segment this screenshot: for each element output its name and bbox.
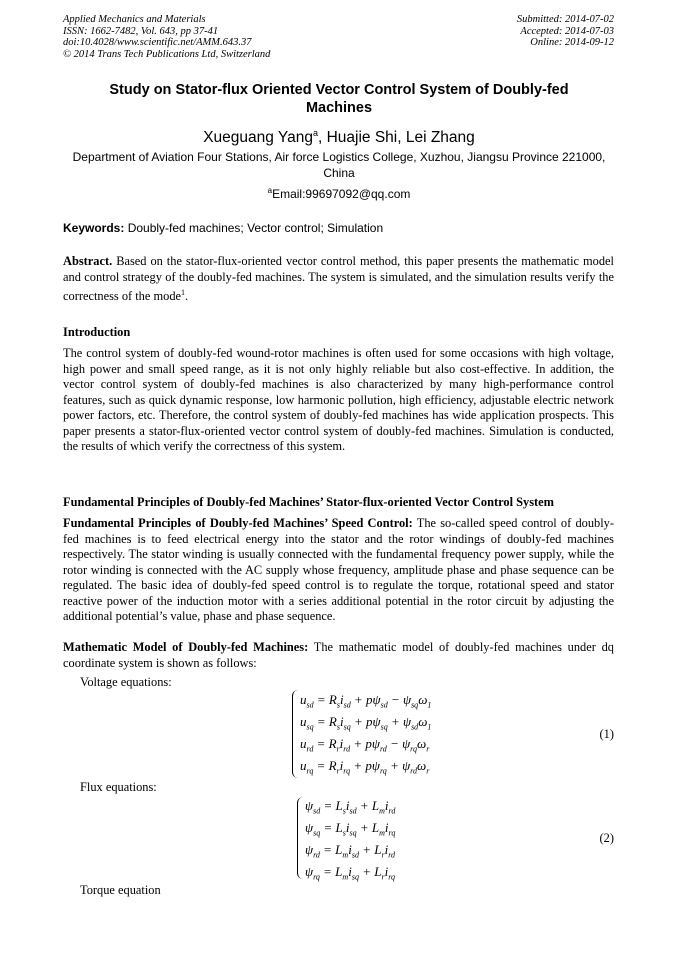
- email: [60, 183, 618, 202]
- flux-eq-psisq: $\psi_{sq} = L_si_{sq} + L_mi_{rq}$: [305, 820, 396, 838]
- abstract-sup: 1: [181, 288, 186, 297]
- journal-copyright: © 2014 Trans Tech Publications Ltd, Switzerland: [63, 48, 271, 60]
- abstract-label: Abstract.: [63, 254, 113, 268]
- model-label: Mathematic Model of Doubly-fed Machines:: [63, 640, 309, 654]
- model-text: The mathematic model of doubly-fed machines under dq coordinate system is shown as follows:: [63, 640, 615, 670]
- flux-eq-psirq: $\psi_{rq} = L_mi_{sq} + L_ri_{rq}$: [305, 864, 396, 882]
- accepted-date: Accepted: 2014-07-03: [520, 25, 614, 37]
- keywords: [63, 221, 383, 235]
- speed-control-label: Fundamental Principles of Doubly-fed Machines’ Speed Control:: [63, 516, 413, 530]
- submission-dates: [517, 14, 614, 49]
- torque-label: Torque equation: [80, 883, 161, 897]
- email-link[interactable]: Email:99697092@qq.com: [272, 187, 411, 201]
- keywords-label: Keywords:: [63, 221, 125, 235]
- voltage-eq-urd: $u_{rd} = R_ri_{rd} + p\psi_{rd} - \psi_{rq}\omega_r$: [300, 736, 430, 754]
- affiliation: Department of Aviation Four Stations, Air force Logistics College, Xuzhou, Jiangsu Province 221000, China: [72, 150, 606, 180]
- voltage-equations: [300, 689, 431, 777]
- paper-title: Study on Stator-flux Oriented Vector Control System of Doubly-fed Machines: [109, 82, 569, 116]
- equation-number-2: (2): [599, 831, 614, 845]
- model-paragraph: [63, 640, 614, 671]
- flux-equations: [305, 795, 395, 883]
- section-heading: Fundamental Principles of Doubly-fed Machines’ Stator-flux-oriented Vector Control System: [63, 495, 555, 509]
- voltage-eq-usq: $u_{sq} = R_si_{sq} + p\psi_{sq} + \psi_{sd}\omega_1$: [300, 714, 432, 732]
- journal-name: Applied Mechanics and Materials: [63, 14, 206, 25]
- introduction-heading: Introduction: [63, 325, 131, 339]
- author-rest: , Huajie Shi, Lei Zhang: [317, 129, 475, 147]
- email-sup: a: [267, 186, 273, 195]
- flux-eq-psird: $\psi_{rd} = L_mi_{sd} + L_ri_{rd}$: [305, 842, 396, 860]
- flux-label: Flux equations:: [80, 780, 157, 794]
- journal-doi: doi:10.4028/www.scientific.net/AMM.643.37: [63, 37, 252, 48]
- journal-issn: ISSN: 1662-7482, Vol. 643, pp 37-41: [63, 25, 219, 37]
- flux-brace: [297, 797, 304, 879]
- equation-number-1: (1): [599, 727, 614, 741]
- flux-eq-psisd: $\psi_{sd} = L_si_{sd} + L_mi_{rd}$: [305, 798, 396, 816]
- speed-control-text: The so-called speed control of doubly-fed machines is to feed electrical energy into the stator and the rotor windings of doubly-fed machines respectively. The stator winding is usually connected with the fundamental frequency power supply, while the rotor winding is connected with the AC supply whose frequency, amplitude phase and phase sequence can be regulated. The basic idea of doubly-fed speed control is to regulate the torque, rotational speed and stator reactive power of the induction motor with a series additional potential in the rotor circuit by adjusting the additional potential’s value, phase and phase sequence.: [63, 516, 614, 623]
- keywords-text: Doubly-fed machines; Vector control; Simulation: [124, 221, 384, 235]
- abstract-text: Based on the stator-flux-oriented vector control method, this paper presents the mathematic model and control strategy of the doubly-fed machines. The system is simulated, and the simulation results verify the correctness of the mode: [63, 254, 614, 304]
- authors: [60, 124, 618, 147]
- journal-info: [63, 14, 270, 60]
- author-sup: a: [312, 128, 318, 138]
- submitted-date: Submitted: 2014-07-02: [516, 14, 614, 25]
- voltage-eq-urq: $u_{rq} = R_ri_{rq} + p\psi_{rq} + \psi_{rd}\omega_r$: [300, 758, 430, 776]
- abstract-end: .: [185, 289, 189, 304]
- abstract: [63, 254, 614, 305]
- online-date: Online: 2014-09-12: [530, 37, 614, 48]
- voltage-eq-usd: $u_{sd} = R_si_{sd} + p\psi_{sd} - \psi_{sq}\omega_1$: [300, 692, 432, 710]
- speed-control-paragraph: [63, 516, 614, 625]
- introduction-text: The control system of doubly-fed wound-rotor machines is often used for some occasions with high voltage, high power and small speed range, as it is not only highly reliable but also cost-effective. In addition, the vector control system of doubly-fed machines is also characterized by many high-performance control features, such as quick dynamic response, low harmonic pollution, high efficiency, adjustable electric network power factors, etc. Therefore, the control system of doubly-fed machines has wide application prospects. This paper presents a stator-flux-oriented vector control system of doubly-fed machines. Simulation is conducted, the results of which verify the correctness of this system.: [63, 346, 614, 453]
- voltage-brace: [292, 690, 299, 778]
- author-first: Xueguang Yang: [203, 129, 313, 147]
- voltage-label: Voltage equations:: [80, 675, 172, 689]
